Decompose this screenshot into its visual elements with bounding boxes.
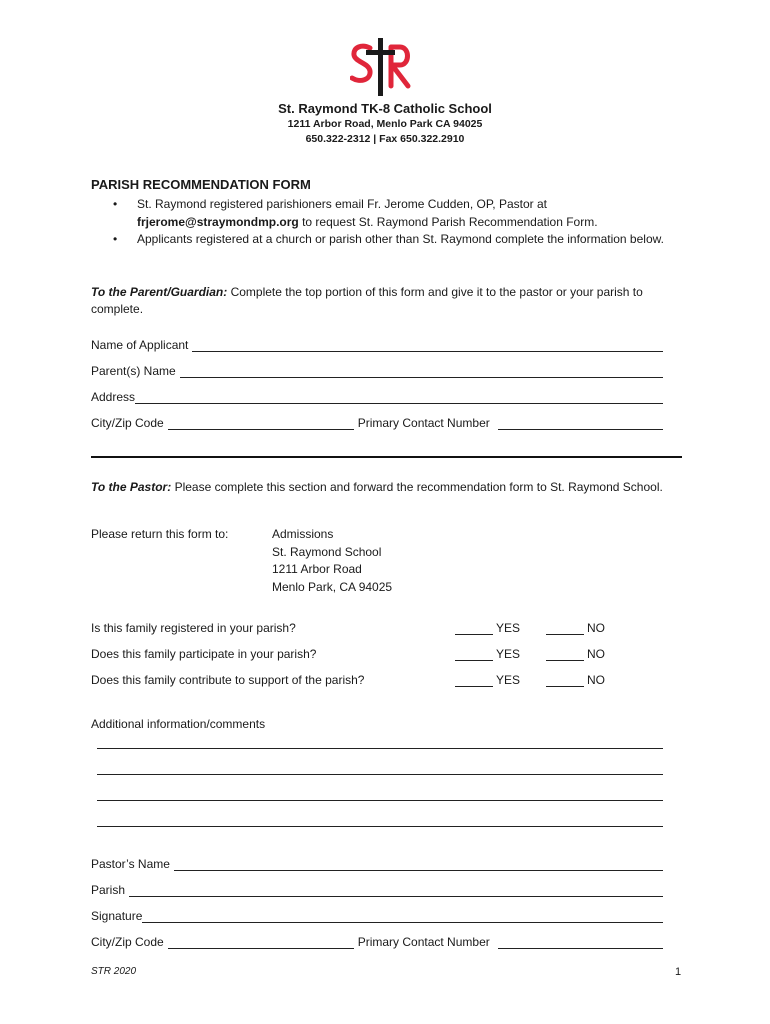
signature-field[interactable] bbox=[91, 907, 663, 923]
parent-lead: To the Parent/Guardian: bbox=[91, 285, 228, 299]
applicant-name-field[interactable] bbox=[91, 336, 663, 352]
field-label: Primary Contact Number bbox=[357, 935, 490, 949]
comments-label: Additional information/comments bbox=[91, 717, 266, 731]
yes-label: YES bbox=[496, 621, 521, 635]
return-line: St. Raymond School bbox=[272, 544, 382, 559]
bullet-icon: • bbox=[113, 232, 118, 246]
school-phone: 650.322-2312 | Fax 650.322.2910 bbox=[305, 133, 465, 145]
pastor-cityzip-line[interactable] bbox=[168, 936, 354, 949]
cityzip-line[interactable] bbox=[168, 417, 354, 430]
parish-line[interactable] bbox=[129, 884, 663, 897]
parent-instructions bbox=[91, 284, 683, 318]
question-participate: Does this family participate in your parish? bbox=[91, 647, 317, 661]
field-label: Name of Applicant bbox=[91, 338, 189, 352]
pastor-lead: To the Pastor: bbox=[91, 480, 172, 494]
comments-line[interactable] bbox=[97, 748, 663, 749]
yes-label: YES bbox=[496, 647, 521, 661]
bullet-text: St. Raymond registered parishioners email Fr. Jerome Cudden, OP, Pastor at bbox=[137, 197, 547, 211]
instruction-list bbox=[113, 196, 673, 249]
return-line: Admissions bbox=[272, 527, 334, 541]
form-title: PARISH RECOMMENDATION FORM bbox=[91, 177, 311, 192]
comments-line[interactable] bbox=[97, 774, 663, 775]
applicant-name-line[interactable] bbox=[192, 339, 663, 352]
field-label: Parent(s) Name bbox=[91, 364, 176, 378]
cityzip-contact-field[interactable] bbox=[91, 414, 663, 430]
field-label: Address bbox=[91, 390, 136, 404]
email-link[interactable]: frjerome@straymondmp.org bbox=[137, 214, 299, 229]
pastor-contact-line[interactable] bbox=[498, 936, 663, 949]
list-item bbox=[113, 231, 673, 249]
comments-line[interactable] bbox=[97, 826, 663, 827]
contribute-no[interactable] bbox=[546, 673, 605, 687]
contact-line[interactable] bbox=[498, 417, 663, 430]
pastor-name-field[interactable] bbox=[91, 855, 663, 871]
parish-field[interactable] bbox=[91, 881, 663, 897]
field-label: Parish bbox=[91, 883, 126, 897]
list-item bbox=[113, 196, 673, 231]
question-contribute: Does this family contribute to support of the parish? bbox=[91, 673, 365, 687]
registered-no[interactable] bbox=[546, 621, 605, 635]
return-address bbox=[272, 526, 392, 596]
field-label: Primary Contact Number bbox=[357, 416, 490, 430]
section-divider bbox=[91, 456, 682, 458]
registered-yes[interactable] bbox=[455, 621, 520, 635]
school-name: St. Raymond TK-8 Catholic School bbox=[278, 101, 492, 116]
field-label: City/Zip Code bbox=[91, 416, 164, 430]
return-line: Menlo Park, CA 94025 bbox=[272, 579, 393, 594]
parent-text: Complete the top portion of this form and give it to the pastor or your parish to complete. bbox=[91, 285, 643, 316]
no-label: NO bbox=[587, 673, 605, 687]
parents-name-line[interactable] bbox=[180, 365, 663, 378]
bullet-text: Applicants registered at a church or parish other than St. Raymond complete the information below. bbox=[137, 232, 664, 246]
signature-line[interactable] bbox=[142, 910, 663, 923]
field-label: City/Zip Code bbox=[91, 935, 164, 949]
field-label: Signature bbox=[91, 909, 143, 923]
school-logo bbox=[350, 36, 414, 98]
bullet-icon: • bbox=[113, 197, 118, 211]
parents-name-field[interactable] bbox=[91, 362, 663, 378]
question-registered: Is this family registered in your parish? bbox=[91, 621, 296, 635]
return-label: Please return this form to: bbox=[91, 527, 229, 541]
no-label: NO bbox=[587, 621, 605, 635]
address-line[interactable] bbox=[135, 391, 663, 404]
comments-line[interactable] bbox=[97, 800, 663, 801]
address-field[interactable] bbox=[91, 388, 663, 404]
bullet-text-rest: to request St. Raymond Parish Recommendation Form. bbox=[298, 214, 598, 229]
pastor-cityzip-contact-field[interactable] bbox=[91, 933, 663, 949]
no-label: NO bbox=[587, 647, 605, 661]
page-number: 1 bbox=[675, 966, 682, 978]
pastor-name-line[interactable] bbox=[174, 858, 663, 871]
yes-label: YES bbox=[496, 673, 521, 687]
contribute-yes[interactable] bbox=[455, 673, 520, 687]
school-address: 1211 Arbor Road, Menlo Park CA 94025 bbox=[287, 118, 483, 130]
return-line: 1211 Arbor Road bbox=[272, 562, 362, 576]
pastor-instructions bbox=[91, 479, 683, 496]
field-label: Pastor’s Name bbox=[91, 857, 170, 871]
pastor-text: Please complete this section and forward the recommendation form to St. Raymond School. bbox=[171, 480, 663, 494]
footer-code: STR 2020 bbox=[91, 966, 137, 977]
participate-yes[interactable] bbox=[455, 647, 520, 661]
participate-no[interactable] bbox=[546, 647, 605, 661]
